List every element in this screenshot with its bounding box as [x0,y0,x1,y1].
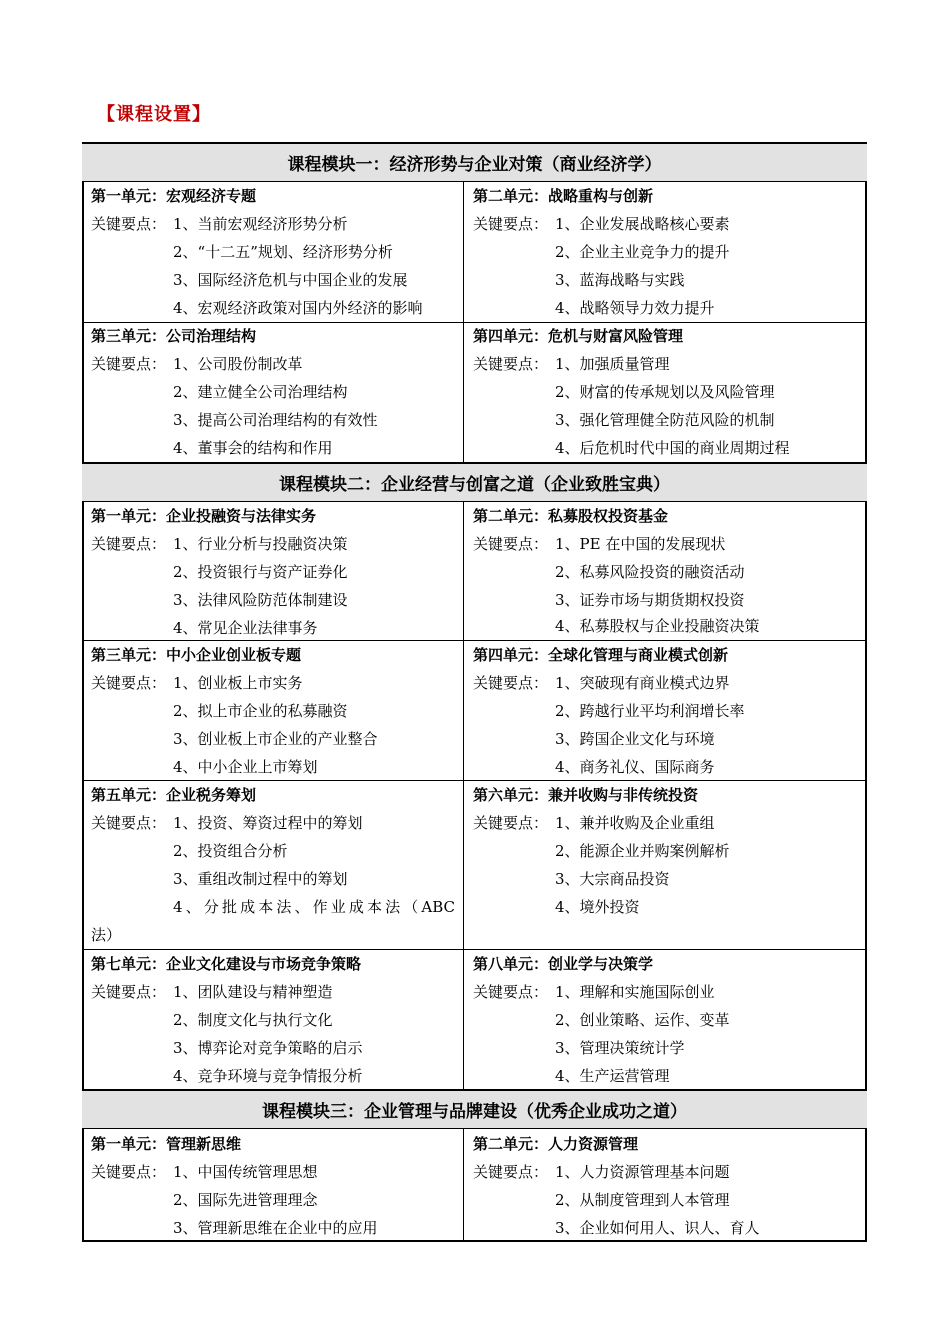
key-point: 2、能源企业并购案例解析 [555,842,730,860]
module-header-3: 课程模块三：企业管理与品牌建设（优秀企业成功之道） [82,1089,867,1129]
unit-title: 第七单元：企业文化建设与市场竞争策略 [91,955,362,973]
key-point: 4、私募股权与企业投融资决策 [555,617,760,635]
key-point: 1、公司股份制改革 [173,355,303,373]
key-point: 1、人力资源管理基本问题 [555,1163,730,1181]
key-point: 3、蓝海战略与实践 [555,271,685,289]
key-point: 4、境外投资 [555,898,640,916]
unit-title: 第四单元：危机与财富风险管理 [473,327,684,345]
key-point: 2、“十二五”规划、经济形势分析 [173,243,393,261]
key-points-label: 关键要点： [91,674,167,692]
key-point: 4、宏观经济政策对国内外经济的影响 [173,299,423,317]
key-point: 3、国际经济危机与中国企业的发展 [173,271,408,289]
key-points-label: 关键要点： [473,1163,549,1181]
key-point: 1、团队建设与精神塑造 [173,983,333,1001]
key-point: 2、国际先进管理理念 [173,1191,318,1209]
key-point: 4、分批成本法、作业成本法（ABC [173,898,455,916]
key-point: 4、商务礼仪、国际商务 [555,758,715,776]
key-point: 3、跨国企业文化与环境 [555,730,715,748]
key-point: 4、中小企业上市筹划 [173,758,318,776]
key-point: 2、财富的传承规划以及风险管理 [555,383,775,401]
key-point: 3、管理决策统计学 [555,1039,685,1057]
key-points-label: 关键要点： [91,814,167,832]
key-point: 1、中国传统管理思想 [173,1163,318,1181]
unit-title: 第一单元：管理新思维 [91,1135,242,1153]
key-point: 3、法律风险防范体制建设 [173,591,348,609]
key-points-label: 关键要点： [473,535,549,553]
key-points-label: 关键要点： [91,983,167,1001]
column-divider [463,1129,464,1242]
key-point-continuation: 法） [91,926,122,944]
key-point: 2、投资银行与资产证券化 [173,563,348,581]
key-point: 1、突破现有商业模式边界 [555,674,730,692]
unit-title: 第六单元：兼并收购与非传统投资 [473,786,699,804]
unit-title: 第二单元：人力资源管理 [473,1135,639,1153]
key-point: 2、企业主业竞争力的提升 [555,243,730,261]
unit-title: 第二单元：战略重构与创新 [473,187,654,205]
key-point: 3、提高公司治理结构的有效性 [173,411,378,429]
key-point: 2、建立健全公司治理结构 [173,383,348,401]
key-point: 3、创业板上市企业的产业整合 [173,730,378,748]
column-divider [463,182,464,462]
key-point: 4、战略领导力效力提升 [555,299,715,317]
key-point: 3、企业如何用人、识人、育人 [555,1219,760,1237]
key-point: 1、行业分析与投融资决策 [173,535,348,553]
key-point: 3、证券市场与期货期权投资 [555,591,745,609]
key-points-label: 关键要点： [473,215,549,233]
key-points-label: 关键要点： [473,983,549,1001]
key-point: 1、创业板上市实务 [173,674,303,692]
key-point: 1、投资、筹资过程中的筹划 [173,814,363,832]
unit-title: 第四单元：全球化管理与商业模式创新 [473,646,729,664]
key-point: 2、投资组合分析 [173,842,288,860]
key-point: 4、董事会的结构和作用 [173,439,333,457]
key-points-label: 关键要点： [91,1163,167,1181]
key-point: 4、后危机时代中国的商业周期过程 [555,439,790,457]
key-point: 3、博弈论对竞争策略的启示 [173,1039,363,1057]
unit-title: 第三单元：中小企业创业板专题 [91,646,302,664]
unit-title: 第一单元：宏观经济专题 [91,187,257,205]
key-point: 2、跨越行业平均利润增长率 [555,702,745,720]
key-point: 1、企业发展战略核心要素 [555,215,730,233]
key-point: 3、重组改制过程中的筹划 [173,870,348,888]
unit-title: 第三单元：公司治理结构 [91,327,257,345]
key-point: 1、理解和实施国际创业 [555,983,715,1001]
key-points-label: 关键要点： [473,674,549,692]
unit-title: 第五单元：企业税务筹划 [91,786,257,804]
key-point: 4、竞争环境与竞争情报分析 [173,1067,363,1085]
key-points-label: 关键要点： [91,355,167,373]
key-point: 2、创业策略、运作、变革 [555,1011,730,1029]
key-point: 4、生产运营管理 [555,1067,670,1085]
key-point: 1、当前宏观经济形势分析 [173,215,348,233]
key-point: 1、PE 在中国的发展现状 [555,535,726,553]
key-points-label: 关键要点： [91,215,167,233]
key-point: 3、大宗商品投资 [555,870,670,888]
key-point: 2、制度文化与执行文化 [173,1011,333,1029]
key-points-label: 关键要点： [91,535,167,553]
key-points-label: 关键要点： [473,814,549,832]
key-point: 3、管理新思维在企业中的应用 [173,1219,378,1237]
column-divider [463,502,464,1089]
key-point: 2、拟上市企业的私募融资 [173,702,348,720]
unit-title: 第八单元：创业学与决策学 [473,955,654,973]
unit-title: 第一单元：企业投融资与法律实务 [91,507,317,525]
key-point: 1、加强质量管理 [555,355,670,373]
key-point: 4、常见企业法律事务 [173,619,318,637]
key-point: 1、兼并收购及企业重组 [555,814,715,832]
module-header-1: 课程模块一：经济形势与企业对策（商业经济学） [82,142,867,182]
key-point: 2、从制度管理到人本管理 [555,1191,730,1209]
unit-title: 第二单元：私募股权投资基金 [473,507,669,525]
module-header-2: 课程模块二：企业经营与创富之道（企业致胜宝典） [82,462,867,502]
key-points-label: 关键要点： [473,355,549,373]
key-point: 3、强化管理健全防范风险的机制 [555,411,775,429]
key-point: 2、私募风险投资的融资活动 [555,563,745,581]
section-title: 【课程设置】 [97,104,211,125]
